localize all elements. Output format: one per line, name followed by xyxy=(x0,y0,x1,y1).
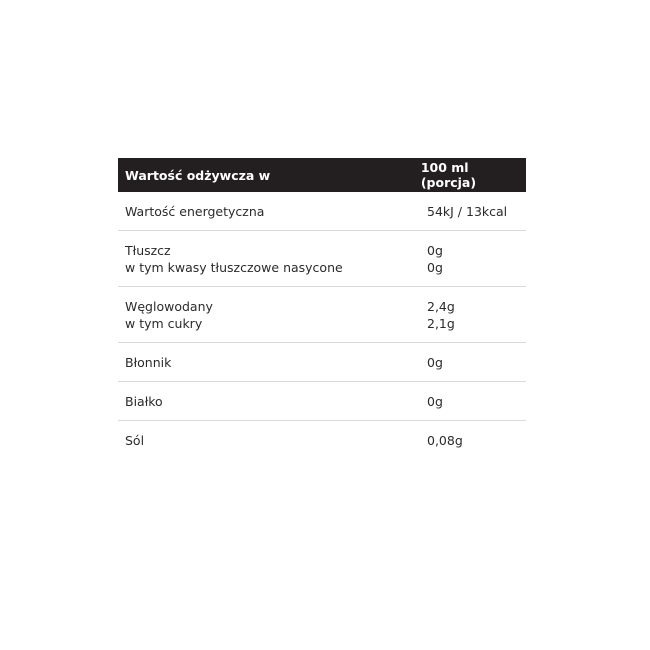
table-row xyxy=(118,231,526,287)
row-sublabel-saturated-fat: w tym kwasy tłuszczowe nasycone xyxy=(125,259,343,275)
row-label-fat: Tłuszcz xyxy=(125,242,171,258)
row-label-salt: Sól xyxy=(125,432,145,448)
row-label-energy: Wartość energetyczna xyxy=(125,203,265,219)
table-row xyxy=(118,287,526,343)
row-label-fiber: Błonnik xyxy=(125,354,172,370)
row-value-carbohydrates: 2,4g xyxy=(427,298,455,314)
row-label-carbohydrates: Węglowodany xyxy=(125,298,213,314)
row-value-fat: 0g xyxy=(427,242,443,258)
row-value-energy: 54kJ / 13kcal xyxy=(427,203,508,219)
row-value-fiber: 0g xyxy=(427,354,443,370)
row-subvalue-saturated-fat: 0g xyxy=(427,259,443,275)
table-row xyxy=(118,192,526,231)
table-row xyxy=(118,421,526,459)
nutrition-table xyxy=(118,158,526,459)
header-value: 100 ml (porcja) xyxy=(420,160,477,190)
row-subvalue-sugars: 2,1g xyxy=(427,315,455,331)
row-sublabel-sugars: w tym cukry xyxy=(125,315,203,331)
table-row xyxy=(118,343,526,382)
table-row xyxy=(118,382,526,421)
header-label: Wartość odżywcza w xyxy=(125,167,271,183)
row-value-protein: 0g xyxy=(427,393,443,409)
row-value-salt: 0,08g xyxy=(427,432,463,448)
row-label-protein: Białko xyxy=(125,393,163,409)
table-header xyxy=(118,158,526,192)
